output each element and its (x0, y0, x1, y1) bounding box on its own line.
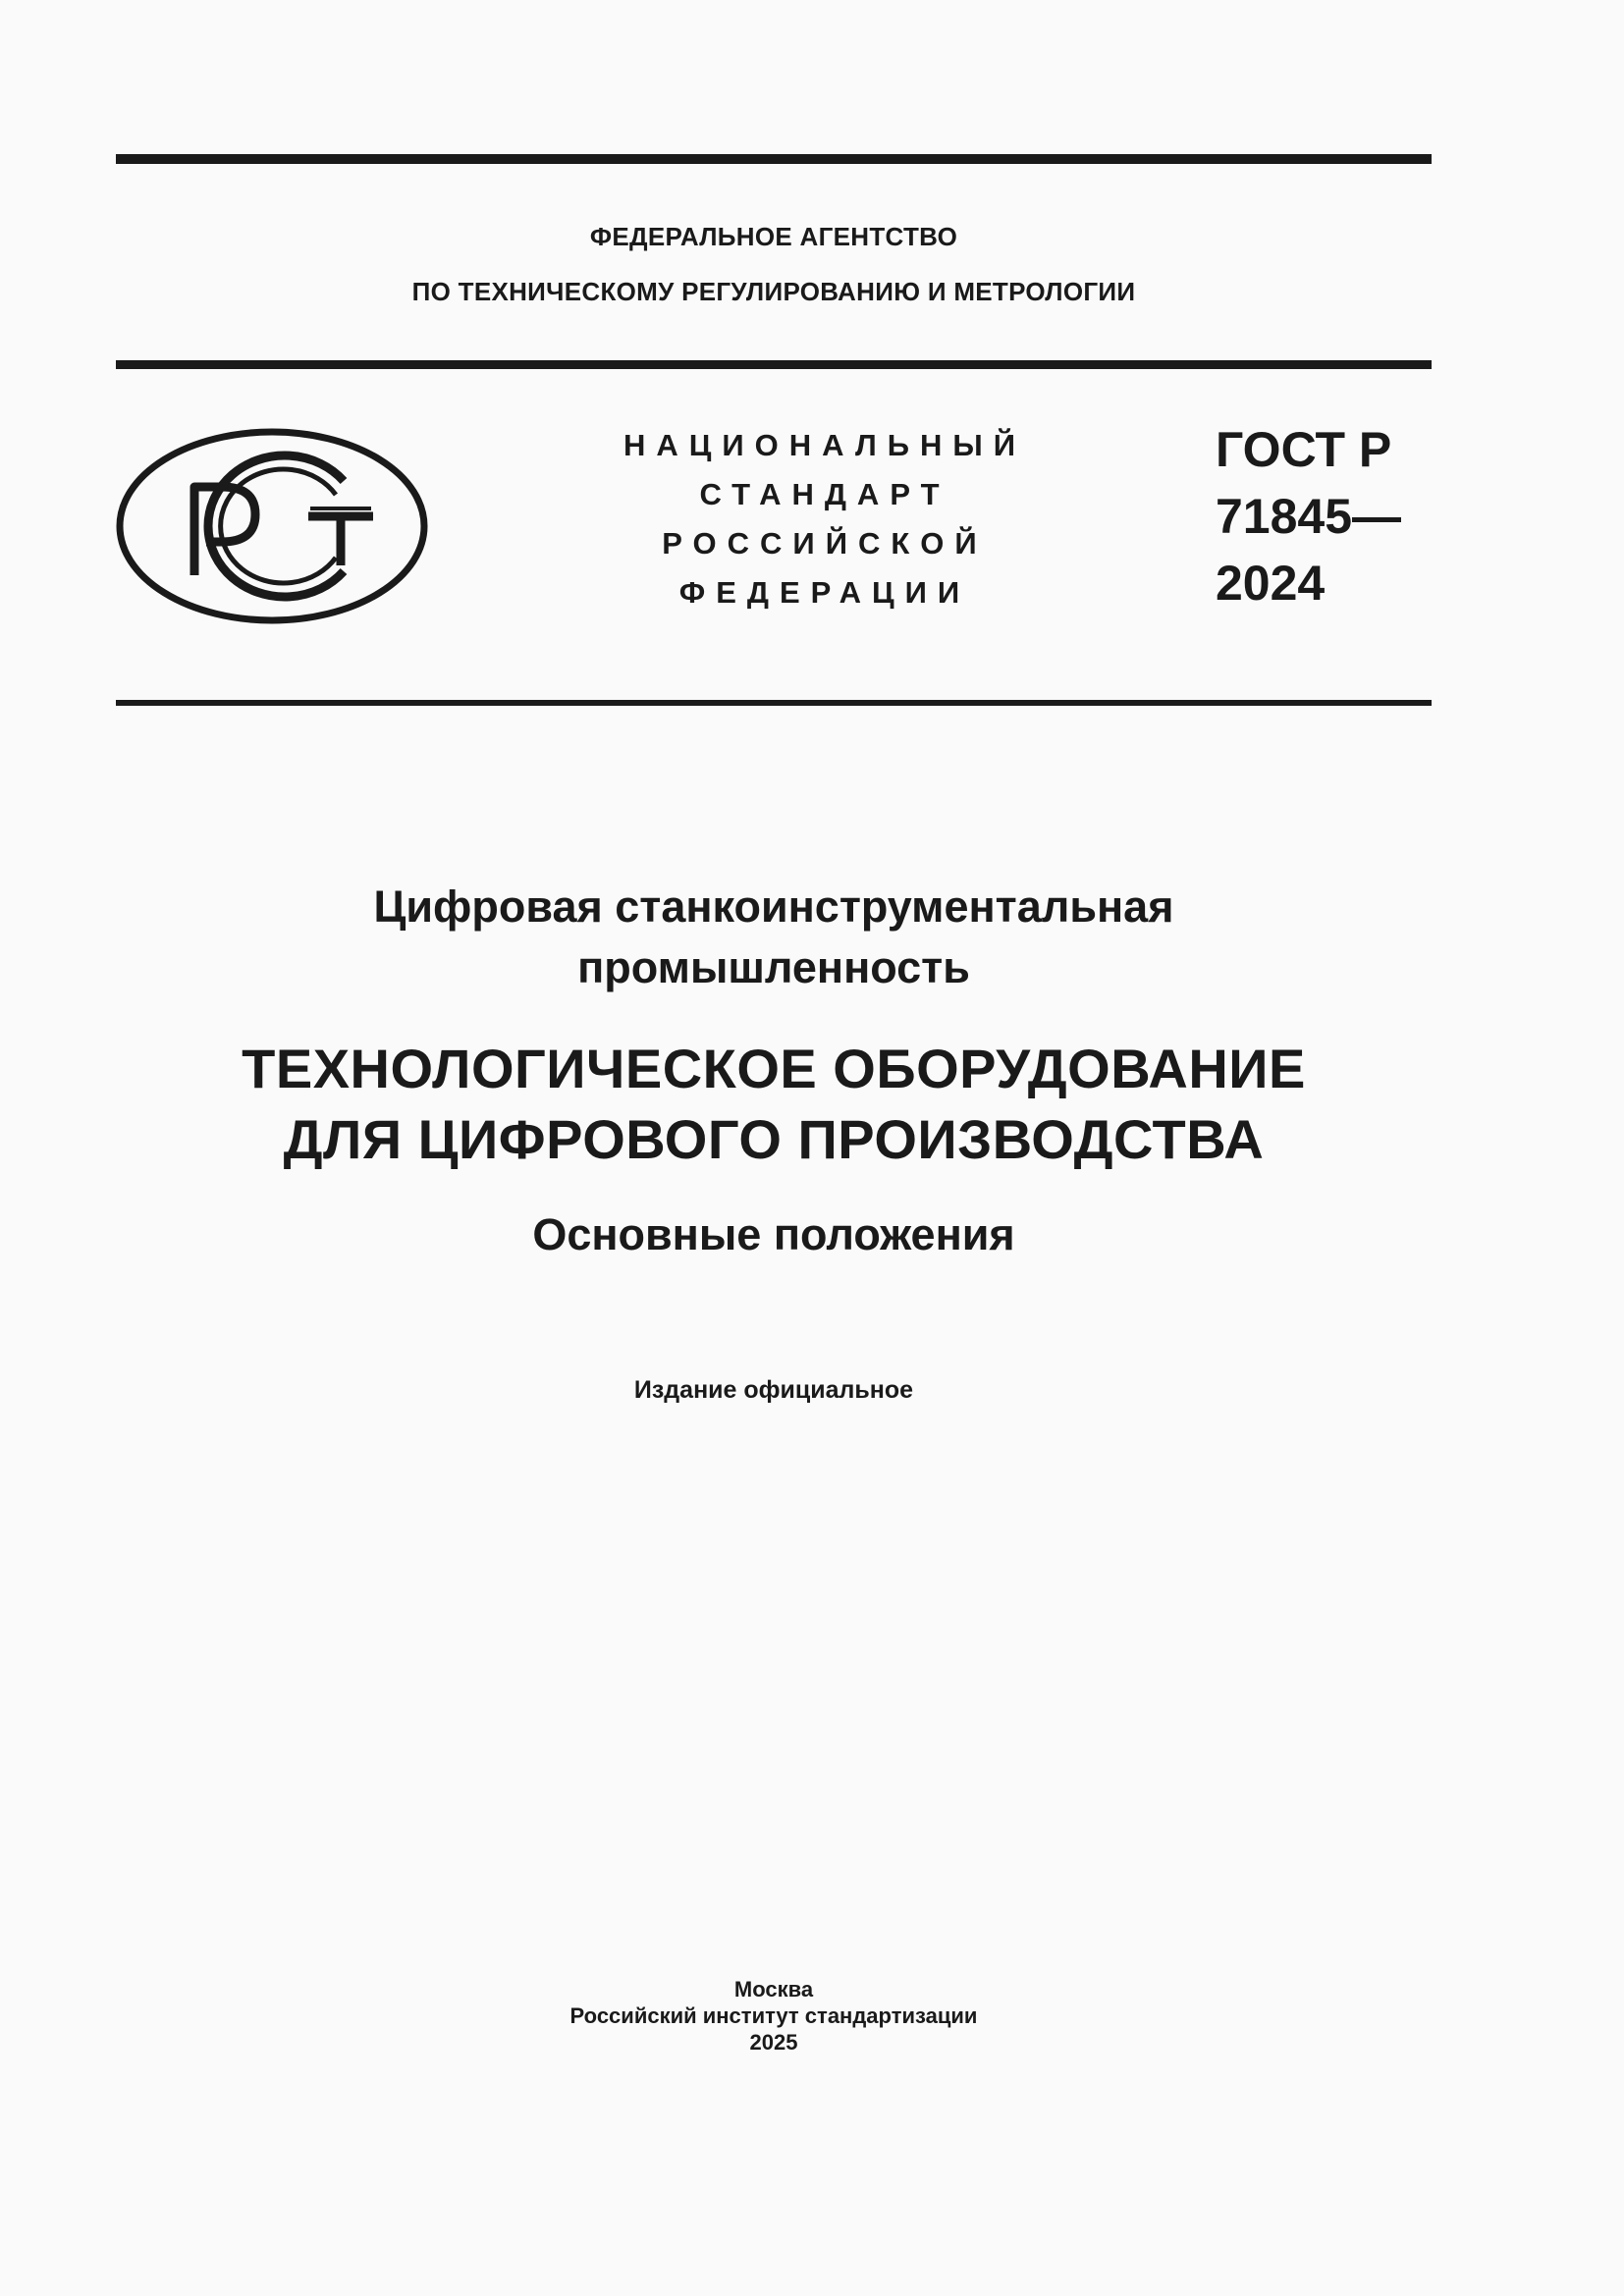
title-block-rule (116, 700, 1432, 706)
designation-line2: 71845— (1216, 489, 1402, 544)
main-title-line2: ДЛЯ ЦИФРОВОГО ПРОИЗВОДСТВА (283, 1108, 1265, 1170)
title-line1: Цифровая станкоинструментальная (373, 881, 1174, 932)
standard-type-line3: РОССИЙСКОЙ (662, 526, 988, 561)
title-line2: промышленность (577, 942, 970, 992)
header-rule (116, 360, 1432, 369)
standard-type-line2: СТАНДАРТ (699, 477, 950, 511)
designation-line1: ГОСТ Р (1216, 422, 1392, 477)
rst-conformity-mark-icon (116, 428, 428, 624)
agency-name-line1: ФЕДЕРАЛЬНОЕ АГЕНТСТВО (589, 222, 958, 251)
publication-year: 2025 (749, 2030, 798, 2055)
agency-name-line2: ПО ТЕХНИЧЕСКОМУ РЕГУЛИРОВАНИЮ И МЕТРОЛОГИИ (411, 277, 1136, 306)
edition-label: Издание официальное (633, 1376, 914, 1404)
publisher-name: Российский институт стандартизации (569, 2003, 978, 2028)
standard-type-line1: НАЦИОНАЛЬНЫЙ (623, 428, 1027, 462)
standard-type-line4: ФЕДЕРАЦИИ (678, 575, 971, 610)
designation-line3: 2024 (1216, 556, 1326, 611)
publisher-city: Москва (733, 1977, 814, 2002)
main-title-line1: ТЕХНОЛОГИЧЕСКОЕ ОБОРУДОВАНИЕ (242, 1038, 1306, 1099)
top-rule (116, 154, 1432, 164)
subtitle: Основные положения (532, 1209, 1015, 1259)
